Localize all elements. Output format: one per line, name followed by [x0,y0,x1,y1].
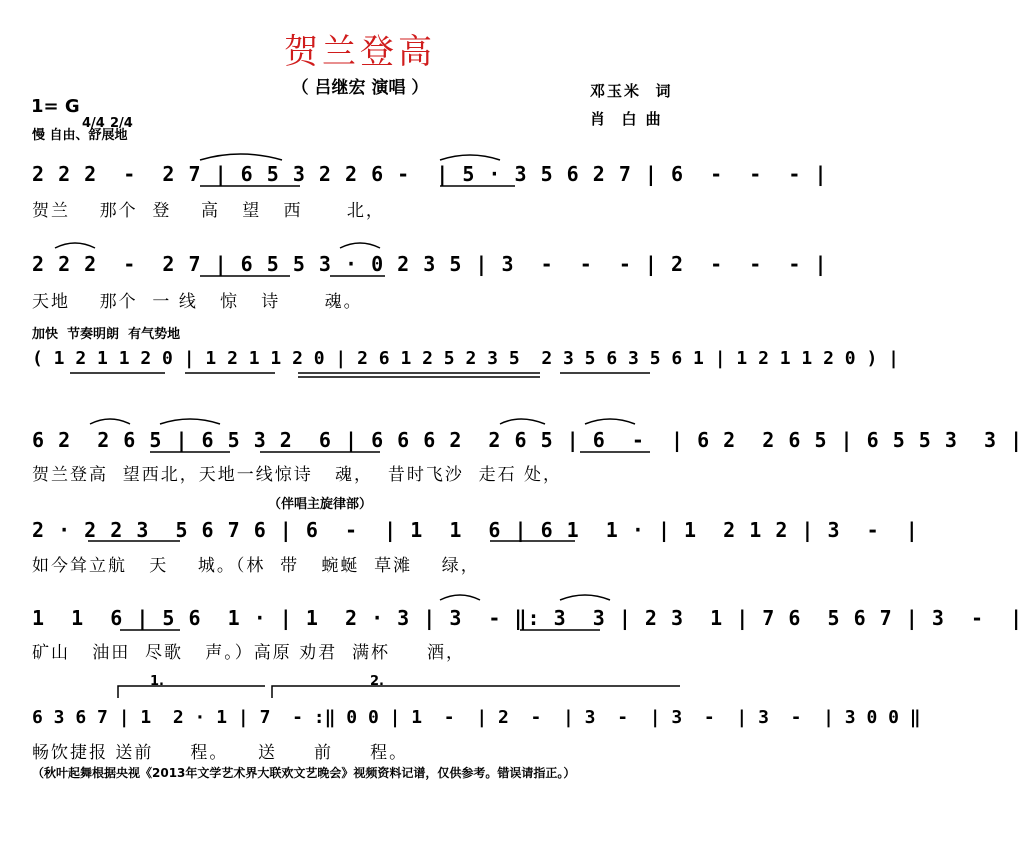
slur-mark [55,243,95,248]
tempo-marking-1: 慢 自由、舒展地 [32,128,128,143]
notation-row-7: 6 3 6 7 | 1 2 · 1 | 7 - :‖ 0 0 | 1 - | 2 - | 3 - | 3 - | 3 - | 3 0 0 ‖ [32,707,921,728]
lyrics-row-5: 如今耸立航 天 城。（林 带 蜿蜒 草滩 绿， [32,556,480,576]
volta-2-bracket [272,686,680,698]
slur-mark [440,595,480,600]
slur-mark [500,419,545,424]
volta-1-label: 1. [150,674,164,689]
lyrics-row-4: 贺兰登高 望西北，天地一线惊诗 魂， 昔时飞沙 走石 处， [32,465,563,485]
notation-row-5: 2 · 2 2 3 5 6 7 6 | 6 - | 1 1 6 | 6 1 1 · | 1 2 1 2 | 3 - | [32,518,919,542]
lyrics-row-6: 矿山 油田 尽歌 声。）高原 劝君 满杯 酒， [32,643,465,663]
notation-row-1: 2 2 2 - 2 7 | 6 5 3 2 2 6 - | 5 · 3 5 6 2 7 | 6 - - - | [32,162,828,186]
volta-1-bracket [118,686,265,698]
notation-row-6: 1 1 6 | 5 6 1 · | 1 2 · 3 | 3 - ‖: 3 3 | 2 3 1 | 7 6 5 6 7 | 3 - | [32,606,1023,630]
time-signature-1: 4/4 [82,116,105,131]
performer-line: （ 吕继宏 演唱 ） [291,78,429,98]
lyrics-row-2: 天地 那个 一 线 惊 诗 魂。 [32,292,363,312]
lyrics-row-7: 畅饮捷报 送前 程。 送 前 程。 [32,743,409,763]
tempo-marking-2: 加快 节奏明朗 有气势地 [32,327,181,342]
slur-mark [440,155,500,160]
slur-mark [560,595,610,600]
slur-mark [160,419,220,424]
harmony-label: （伴唱主旋律部） [268,497,373,512]
notation-row-4: 6 2 2 6 5 | 6 5 3 2 6 | 6 6 6 2 2 6 5 | 6 - | 6 2 2 6 5 | 6 5 5 3 3 | [32,428,1023,452]
song-title: 贺兰登高 [284,32,436,72]
lyricist-credit: 邓玉米 词 [590,82,673,100]
notation-row-3: ( 1 2 1 1 2 0 | 1 2 1 1 2 0 | 2 6 1 2 5 2 3 5 2 3 5 6 3 5 6 1 | 1 2 1 1 2 0 ) | [32,348,899,369]
lyrics-row-1: 贺兰 那个 登 高 望 西 北， [32,201,385,221]
volta-2-label: 2. [370,674,384,689]
slur-mark [340,243,380,248]
time-signature-2: 2/4 [110,116,133,131]
key-signature: 1= G [31,96,80,117]
slur-mark [585,419,635,424]
slur-mark [90,419,130,424]
composer-credit: 肖 白 曲 [590,110,663,128]
notation-row-2: 2 2 2 - 2 7 | 6 5 5 3 · 0 2 3 5 | 3 - - - | 2 - - - | [32,252,828,276]
footer-note: （秋叶起舞根据央视《2013年文学艺术界大联欢文艺晚会》视频资料记谱，仅供参考。错误请指正。） [32,766,576,780]
slur-mark [200,154,282,160]
